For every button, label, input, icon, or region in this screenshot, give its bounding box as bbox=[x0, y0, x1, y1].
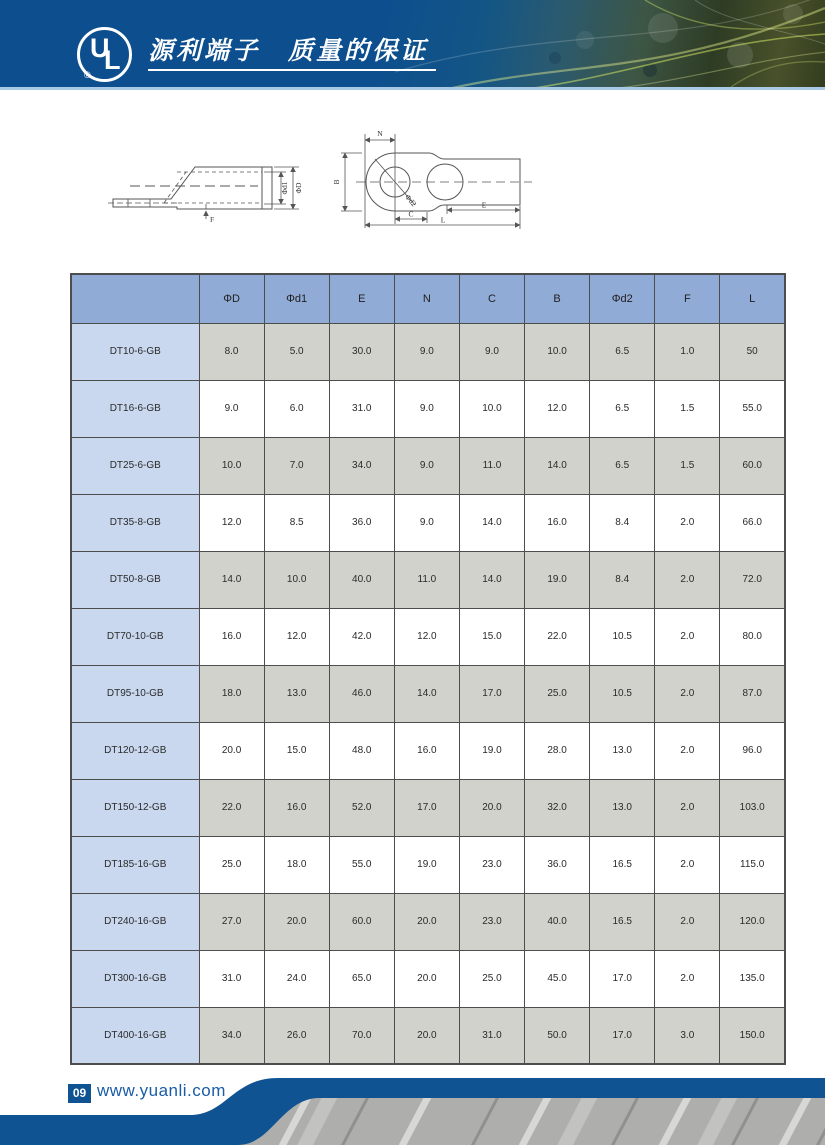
value-cell: 3.0 bbox=[655, 1007, 720, 1064]
value-cell: 96.0 bbox=[720, 722, 785, 779]
value-cell: 27.0 bbox=[199, 893, 264, 950]
model-cell: DT120-12-GB bbox=[71, 722, 199, 779]
column-header-phiD: ΦD bbox=[199, 274, 264, 323]
value-cell: 7.0 bbox=[264, 437, 329, 494]
column-header-model bbox=[71, 274, 199, 323]
table-row bbox=[71, 494, 785, 551]
value-cell: 25.0 bbox=[199, 836, 264, 893]
value-cell: 25.0 bbox=[525, 665, 590, 722]
value-cell: 22.0 bbox=[199, 779, 264, 836]
registered-trademark-mark: ® bbox=[84, 70, 91, 80]
header-decorative-swoosh-art bbox=[395, 0, 825, 87]
page-number-badge: 09 bbox=[68, 1084, 91, 1103]
value-cell: 5.0 bbox=[264, 323, 329, 380]
value-cell: 2.0 bbox=[655, 950, 720, 1007]
value-cell: 31.0 bbox=[459, 1007, 524, 1064]
value-cell: 8.0 bbox=[199, 323, 264, 380]
table-row bbox=[71, 380, 785, 437]
value-cell: 10.5 bbox=[590, 665, 655, 722]
model-cell: DT10-6-GB bbox=[71, 323, 199, 380]
value-cell: 45.0 bbox=[525, 950, 590, 1007]
column-header-L: L bbox=[720, 274, 785, 323]
value-cell: 9.0 bbox=[459, 323, 524, 380]
value-cell: 80.0 bbox=[720, 608, 785, 665]
value-cell: 2.0 bbox=[655, 551, 720, 608]
value-cell: 66.0 bbox=[720, 494, 785, 551]
dim-label-D: ΦD bbox=[294, 182, 303, 194]
value-cell: 48.0 bbox=[329, 722, 394, 779]
table-row bbox=[71, 437, 785, 494]
value-cell: 17.0 bbox=[590, 1007, 655, 1064]
value-cell: 31.0 bbox=[199, 950, 264, 1007]
value-cell: 14.0 bbox=[459, 494, 524, 551]
value-cell: 16.0 bbox=[525, 494, 590, 551]
table-row bbox=[71, 950, 785, 1007]
value-cell: 30.0 bbox=[329, 323, 394, 380]
model-cell: DT35-8-GB bbox=[71, 494, 199, 551]
model-cell: DT95-10-GB bbox=[71, 665, 199, 722]
column-header-phid2: Φd2 bbox=[590, 274, 655, 323]
dim-label-d2: Φd2 bbox=[403, 192, 419, 209]
value-cell: 120.0 bbox=[720, 893, 785, 950]
brand-title: 源利端子 质量的保证 bbox=[148, 37, 429, 65]
dim-label-E: E bbox=[481, 200, 487, 210]
value-cell: 31.0 bbox=[329, 380, 394, 437]
top-view-drawing bbox=[318, 118, 538, 240]
value-cell: 52.0 bbox=[329, 779, 394, 836]
value-cell: 25.0 bbox=[459, 950, 524, 1007]
title-underline bbox=[148, 69, 436, 71]
value-cell: 23.0 bbox=[459, 893, 524, 950]
value-cell: 60.0 bbox=[720, 437, 785, 494]
value-cell: 2.0 bbox=[655, 893, 720, 950]
value-cell: 10.0 bbox=[459, 380, 524, 437]
value-cell: 6.5 bbox=[590, 437, 655, 494]
value-cell: 20.0 bbox=[394, 950, 459, 1007]
value-cell: 14.0 bbox=[525, 437, 590, 494]
column-header-C: C bbox=[459, 274, 524, 323]
dim-label-B: B bbox=[332, 179, 341, 185]
value-cell: 1.5 bbox=[655, 380, 720, 437]
table-row bbox=[71, 779, 785, 836]
value-cell: 135.0 bbox=[720, 950, 785, 1007]
value-cell: 20.0 bbox=[459, 779, 524, 836]
value-cell: 22.0 bbox=[525, 608, 590, 665]
value-cell: 16.5 bbox=[590, 893, 655, 950]
value-cell: 19.0 bbox=[394, 836, 459, 893]
value-cell: 9.0 bbox=[394, 323, 459, 380]
dim-label-d1: Φd1 bbox=[280, 181, 289, 195]
value-cell: 40.0 bbox=[525, 893, 590, 950]
value-cell: 55.0 bbox=[720, 380, 785, 437]
value-cell: 1.5 bbox=[655, 437, 720, 494]
value-cell: 2.0 bbox=[655, 494, 720, 551]
model-cell: DT25-6-GB bbox=[71, 437, 199, 494]
table-row bbox=[71, 722, 785, 779]
value-cell: 18.0 bbox=[199, 665, 264, 722]
value-cell: 17.0 bbox=[590, 950, 655, 1007]
value-cell: 34.0 bbox=[199, 1007, 264, 1064]
value-cell: 2.0 bbox=[655, 665, 720, 722]
value-cell: 9.0 bbox=[394, 437, 459, 494]
value-cell: 8.4 bbox=[590, 494, 655, 551]
dim-label-C: C bbox=[408, 209, 414, 219]
value-cell: 103.0 bbox=[720, 779, 785, 836]
ul-logo-letter-u: U bbox=[90, 33, 110, 63]
value-cell: 9.0 bbox=[394, 380, 459, 437]
value-cell: 6.0 bbox=[264, 380, 329, 437]
value-cell: 34.0 bbox=[329, 437, 394, 494]
value-cell: 16.0 bbox=[199, 608, 264, 665]
model-cell: DT150-12-GB bbox=[71, 779, 199, 836]
value-cell: 32.0 bbox=[525, 779, 590, 836]
column-header-B: B bbox=[525, 274, 590, 323]
value-cell: 2.0 bbox=[655, 722, 720, 779]
table-row bbox=[71, 1007, 785, 1064]
value-cell: 12.0 bbox=[199, 494, 264, 551]
model-cell: DT70-10-GB bbox=[71, 608, 199, 665]
value-cell: 9.0 bbox=[394, 494, 459, 551]
value-cell: 2.0 bbox=[655, 608, 720, 665]
value-cell: 8.5 bbox=[264, 494, 329, 551]
column-header-N: N bbox=[394, 274, 459, 323]
value-cell: 17.0 bbox=[394, 779, 459, 836]
model-cell: DT300-16-GB bbox=[71, 950, 199, 1007]
value-cell: 28.0 bbox=[525, 722, 590, 779]
value-cell: 46.0 bbox=[329, 665, 394, 722]
value-cell: 23.0 bbox=[459, 836, 524, 893]
column-header-phid1: Φd1 bbox=[264, 274, 329, 323]
model-cell: DT185-16-GB bbox=[71, 836, 199, 893]
value-cell: 50.0 bbox=[525, 1007, 590, 1064]
value-cell: 8.4 bbox=[590, 551, 655, 608]
column-header-row bbox=[71, 274, 785, 323]
value-cell: 14.0 bbox=[459, 551, 524, 608]
value-cell: 70.0 bbox=[329, 1007, 394, 1064]
value-cell: 20.0 bbox=[264, 893, 329, 950]
dim-label-L: L bbox=[440, 215, 446, 225]
value-cell: 13.0 bbox=[264, 665, 329, 722]
table-row bbox=[71, 836, 785, 893]
value-cell: 50 bbox=[720, 323, 785, 380]
model-cell: DT400-16-GB bbox=[71, 1007, 199, 1064]
value-cell: 16.0 bbox=[394, 722, 459, 779]
value-cell: 1.0 bbox=[655, 323, 720, 380]
value-cell: 65.0 bbox=[329, 950, 394, 1007]
dim-label-F: F bbox=[210, 215, 215, 224]
value-cell: 12.0 bbox=[525, 380, 590, 437]
value-cell: 60.0 bbox=[329, 893, 394, 950]
value-cell: 10.5 bbox=[590, 608, 655, 665]
value-cell: 26.0 bbox=[264, 1007, 329, 1064]
value-cell: 24.0 bbox=[264, 950, 329, 1007]
value-cell: 10.0 bbox=[525, 323, 590, 380]
model-cell: DT50-8-GB bbox=[71, 551, 199, 608]
table-row bbox=[71, 551, 785, 608]
value-cell: 87.0 bbox=[720, 665, 785, 722]
value-cell: 13.0 bbox=[590, 779, 655, 836]
spec-table-container bbox=[70, 273, 786, 1065]
value-cell: 20.0 bbox=[394, 893, 459, 950]
value-cell: 18.0 bbox=[264, 836, 329, 893]
value-cell: 36.0 bbox=[525, 836, 590, 893]
value-cell: 13.0 bbox=[590, 722, 655, 779]
value-cell: 10.0 bbox=[199, 437, 264, 494]
header-banner bbox=[0, 0, 825, 90]
value-cell: 20.0 bbox=[394, 1007, 459, 1064]
footer bbox=[0, 1065, 825, 1145]
value-cell: 150.0 bbox=[720, 1007, 785, 1064]
column-header-F: F bbox=[655, 274, 720, 323]
value-cell: 14.0 bbox=[199, 551, 264, 608]
value-cell: 14.0 bbox=[394, 665, 459, 722]
table-row bbox=[71, 665, 785, 722]
ul-logo-letter-l: L bbox=[104, 45, 121, 75]
value-cell: 55.0 bbox=[329, 836, 394, 893]
value-cell: 2.0 bbox=[655, 779, 720, 836]
table-row bbox=[71, 893, 785, 950]
value-cell: 16.5 bbox=[590, 836, 655, 893]
table-row bbox=[71, 323, 785, 380]
value-cell: 20.0 bbox=[199, 722, 264, 779]
value-cell: 15.0 bbox=[459, 608, 524, 665]
table-row bbox=[71, 608, 785, 665]
spec-table-body bbox=[71, 323, 785, 1064]
value-cell: 12.0 bbox=[264, 608, 329, 665]
value-cell: 17.0 bbox=[459, 665, 524, 722]
value-cell: 6.5 bbox=[590, 380, 655, 437]
value-cell: 11.0 bbox=[459, 437, 524, 494]
value-cell: 12.0 bbox=[394, 608, 459, 665]
value-cell: 15.0 bbox=[264, 722, 329, 779]
footer-swoosh-graphic bbox=[0, 1065, 825, 1145]
side-view-drawing bbox=[100, 122, 320, 240]
value-cell: 19.0 bbox=[525, 551, 590, 608]
value-cell: 2.0 bbox=[655, 836, 720, 893]
value-cell: 16.0 bbox=[264, 779, 329, 836]
value-cell: 42.0 bbox=[329, 608, 394, 665]
model-cell: DT240-16-GB bbox=[71, 893, 199, 950]
value-cell: 72.0 bbox=[720, 551, 785, 608]
column-header-E: E bbox=[329, 274, 394, 323]
value-cell: 115.0 bbox=[720, 836, 785, 893]
value-cell: 10.0 bbox=[264, 551, 329, 608]
dim-label-N: N bbox=[377, 129, 383, 138]
value-cell: 9.0 bbox=[199, 380, 264, 437]
value-cell: 40.0 bbox=[329, 551, 394, 608]
value-cell: 36.0 bbox=[329, 494, 394, 551]
value-cell: 11.0 bbox=[394, 551, 459, 608]
value-cell: 6.5 bbox=[590, 323, 655, 380]
model-cell: DT16-6-GB bbox=[71, 380, 199, 437]
website-link[interactable]: www.yuanli.com bbox=[97, 1081, 226, 1100]
spec-table bbox=[70, 273, 786, 1065]
header-separator-line bbox=[0, 87, 825, 90]
value-cell: 19.0 bbox=[459, 722, 524, 779]
